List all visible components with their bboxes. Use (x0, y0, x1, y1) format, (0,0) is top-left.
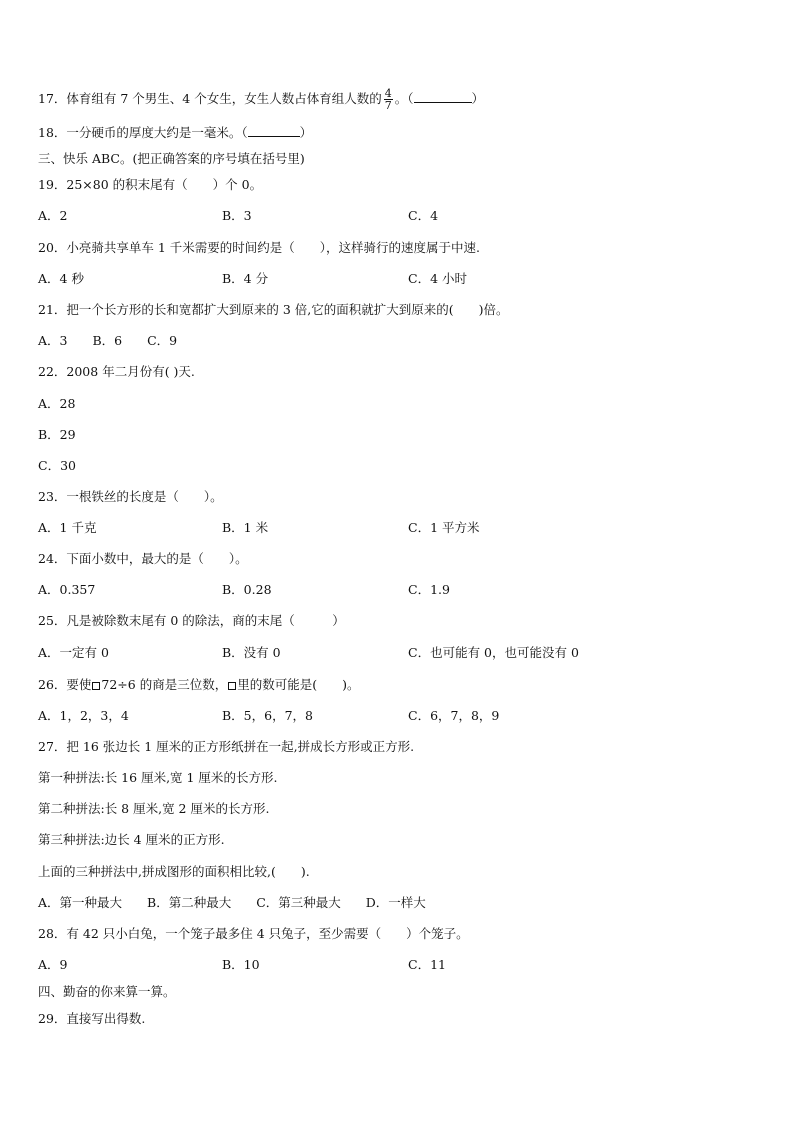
q18-answer-blank[interactable] (248, 124, 300, 137)
q22-option-a[interactable]: A．28 (38, 396, 76, 411)
q24-option-c[interactable]: C．1.9 (408, 582, 450, 597)
q27-options[interactable]: A．第一种最大 B．第二种最大 C．第三种最大 D．一样大 (38, 895, 426, 910)
question-25: 25．凡是被除数末尾有 0 的除法，商的末尾（ ） (38, 613, 345, 628)
q24-option-a[interactable]: A．0.357 (38, 582, 96, 597)
q17-paren-open: 。（ (394, 91, 414, 106)
q27-method-3: 第三种拼法:边长 4 厘米的正方形. (38, 832, 225, 847)
q17-paren-close: ） (471, 91, 485, 106)
q23-option-b[interactable]: B．1 米 (222, 520, 269, 535)
q17-text: 17．体育组有 7 个男生、4 个女生，女生人数占体育组人数的 (38, 91, 382, 106)
question-21: 21．把一个长方形的长和宽都扩大到原来的 3 倍,它的面积就扩大到原来的( )倍。 (38, 302, 509, 317)
question-28: 28．有 42 只小白兔，一个笼子最多住 4 只兔子，至少需要（ ）个笼子。 (38, 926, 469, 941)
q18-paren-close: ） (299, 125, 313, 140)
q23-option-a[interactable]: A．1 千克 (38, 520, 97, 535)
q22-option-c[interactable]: C．30 (38, 458, 76, 473)
q19-option-b[interactable]: B．3 (222, 208, 252, 223)
question-27: 27．把 16 张边长 1 厘米的正方形纸拼在一起,拼成长方形或正方形. (38, 739, 415, 754)
q26-option-b[interactable]: B．5，6，7，8 (222, 708, 313, 723)
question-29: 29．直接写出得数. (38, 1011, 146, 1026)
q25-option-a[interactable]: A．一定有 0 (38, 645, 109, 660)
question-24: 24．下面小数中，最大的是（ ）。 (38, 551, 248, 566)
q17-answer-blank[interactable] (414, 90, 472, 103)
q27-method-1: 第一种拼法:长 16 厘米,宽 1 厘米的长方形. (38, 770, 278, 785)
fraction-denominator: 7 (384, 99, 392, 112)
q20-option-a[interactable]: A．4 秒 (38, 271, 84, 286)
question-19: 19．25×80 的积末尾有（ ）个 0。 (38, 177, 263, 192)
fraction-4-7 (384, 88, 393, 111)
q28-option-a[interactable]: A．9 (38, 957, 68, 972)
question-22: 22．2008 年二月份有( )天. (38, 364, 195, 379)
q27-question: 上面的三种拼法中,拼成图形的面积相比较,( ). (38, 864, 310, 879)
q22-option-b[interactable]: B．29 (38, 427, 76, 442)
empty-box-icon (92, 682, 100, 690)
q25-option-c[interactable]: C．也可能有 0，也可能没有 0 (408, 645, 579, 660)
fraction-numerator: 4 (384, 87, 392, 100)
q19-option-a[interactable]: A．2 (38, 208, 68, 223)
q24-option-b[interactable]: B．0.28 (222, 582, 272, 597)
q26-option-c[interactable]: C．6，7，8，9 (408, 708, 500, 723)
q20-option-b[interactable]: B．4 分 (222, 271, 269, 286)
q26-option-a[interactable]: A．1，2，3，4 (38, 708, 129, 723)
q28-option-c[interactable]: C．11 (408, 957, 446, 972)
q26-text-middle: 72÷6 的商是三位数， (101, 677, 228, 692)
question-18 (38, 124, 312, 141)
q26-text-start: 26．要使 (38, 677, 92, 692)
q27-method-2: 第二种拼法:长 8 厘米,宽 2 厘米的长方形. (38, 801, 270, 816)
question-17 (38, 88, 484, 111)
q20-option-c[interactable]: C．4 小时 (408, 271, 467, 286)
q19-option-c[interactable]: C．4 (408, 208, 439, 223)
q26-text-end: 里的数可能是( )。 (237, 677, 360, 692)
q28-option-b[interactable]: B．10 (222, 957, 260, 972)
question-20: 20．小亮骑共享单车 1 千米需要的时间约是（ ），这样骑行的速度属于中速. (38, 240, 481, 255)
section-3-heading: 三、快乐 ABC。(把正确答案的序号填在括号里) (38, 151, 305, 166)
question-23: 23．一根铁丝的长度是（ ）。 (38, 489, 223, 504)
question-26 (38, 677, 359, 693)
q21-options[interactable]: A．3 B．6 C．9 (38, 333, 178, 348)
q18-text: 18．一分硬币的厚度大约是一毫米。（ (38, 125, 248, 140)
q25-option-b[interactable]: B．没有 0 (222, 645, 281, 660)
q23-option-c[interactable]: C．1 平方米 (408, 520, 480, 535)
section-4-heading: 四、勤奋的你来算一算。 (38, 984, 176, 999)
empty-box-icon (228, 682, 236, 690)
